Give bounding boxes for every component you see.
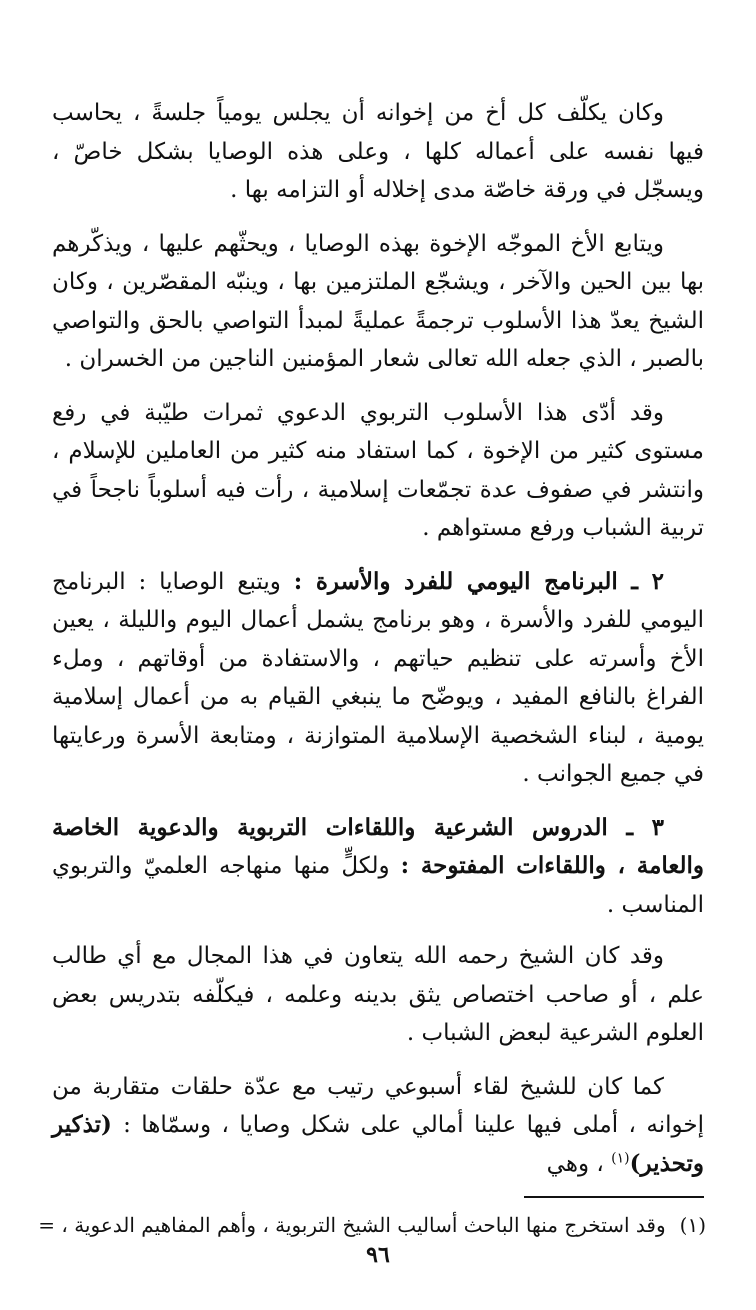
footnote-text: وقد استخرج منها الباحث أساليب الشيخ التربوية ، وأهم المفاهيم الدعوية ، = — [38, 1213, 666, 1237]
dictation-title: (تذكير وتحذير) — [52, 1111, 704, 1177]
paragraph-daily-program — [52, 563, 704, 794]
paragraph-weekly-meeting-tail: ، وهي — [546, 1150, 612, 1177]
page-body — [52, 94, 704, 1198]
paragraph-weekly-meeting — [52, 1068, 704, 1184]
paragraph-self-accounting: وكان يكلّف كل أخ من إخوانه أن يجلس يومياً جلسةً ، يحاسب فيها نفسه على أعماله كلها ، وعلى هذه الوصايا بشكل خاصّ ، ويسجّل في ورقة خاصّة مدى إخلاله أو التزامه بها . — [52, 100, 704, 203]
paragraph-weekly-meeting-text: كما كان للشيخ لقاء أسبوعي رتيب مع عدّة حلقات متقاربة من إخوانه ، أملى فيها علينا أمالي على شكل وصايا ، وسمّاها : — [52, 1073, 704, 1138]
footnote — [30, 1210, 706, 1240]
page-number: ٩٦ — [366, 1242, 390, 1268]
paragraph-cooperation: وقد كان الشيخ رحمه الله يتعاون في هذا المجال مع أي طالب علم ، أو صاحب اختصاص يثق بدينه وعلمه ، فيكلّفه بتدريس بعض العلوم الشرعية لبعض الشباب . — [52, 943, 704, 1046]
paragraph-guide-follow-up: ويتابع الأخ الموجّه الإخوة بهذه الوصايا ، ويحثّهم عليها ، ويذكّرهم بها بين الحين والآخر ، ويشجّع الملتزمين بها ، وينبّه المقصّرين ، وكان الشيخ يعدّ هذا الأسلوب ترجمةً عمليةً لمبدأ التواصي بالحق والتواصي بالصبر ، الذي جعله الله تعالى شعار المؤمنين الناجين من الخسران . — [52, 230, 704, 372]
footnote-divider — [524, 1196, 704, 1198]
section-heading-daily-program: ٢ ـ البرنامج اليومي للفرد والأسرة : — [293, 567, 664, 595]
footnote-reference[interactable]: (١) — [611, 1149, 630, 1166]
paragraph-method-results: وقد أدّى هذا الأسلوب التربوي الدعوي ثمرات طيّبة في رفع مستوى كثير من الإخوة ، كما استفاد منه كثير من العاملين للإسلام ، وانتشر في صفوف عدة تجمّعات إسلامية ، رأت فيه أسلوباً ناجحاً في تربية الشباب ورفع مستواهم . — [52, 399, 704, 541]
paragraph-lessons-text: ولكلٍّ منها منهاجه العلميّ والتربوي المناسب . — [52, 853, 704, 918]
paragraph-daily-program-text: ويتبع الوصايا : البرنامج اليومي للفرد والأسرة ، وهو برنامج يشمل أعمال اليوم والليلة ، يعين الأخ وأسرته على تنظيم حياتهم ، والاستفادة من أوقاتهم ، وملء الفراغ بالنافع المفيد ، ويوضّح ما ينبغي القيام به من أعمال إسلامية يومية ، لبناء الشخصية الإسلامية المتوازنة ، ومتابعة الأسرة ورعايتها في جميع الجوانب . — [52, 568, 704, 787]
section-heading-lessons: ٣ ـ الدروس الشرعية واللقاءات التربوية والدعوية الخاصة والعامة ، واللقاءات المفتوحة : — [52, 813, 705, 879]
paragraph-lessons — [52, 809, 704, 925]
footnote-number: (١) — [679, 1213, 706, 1237]
